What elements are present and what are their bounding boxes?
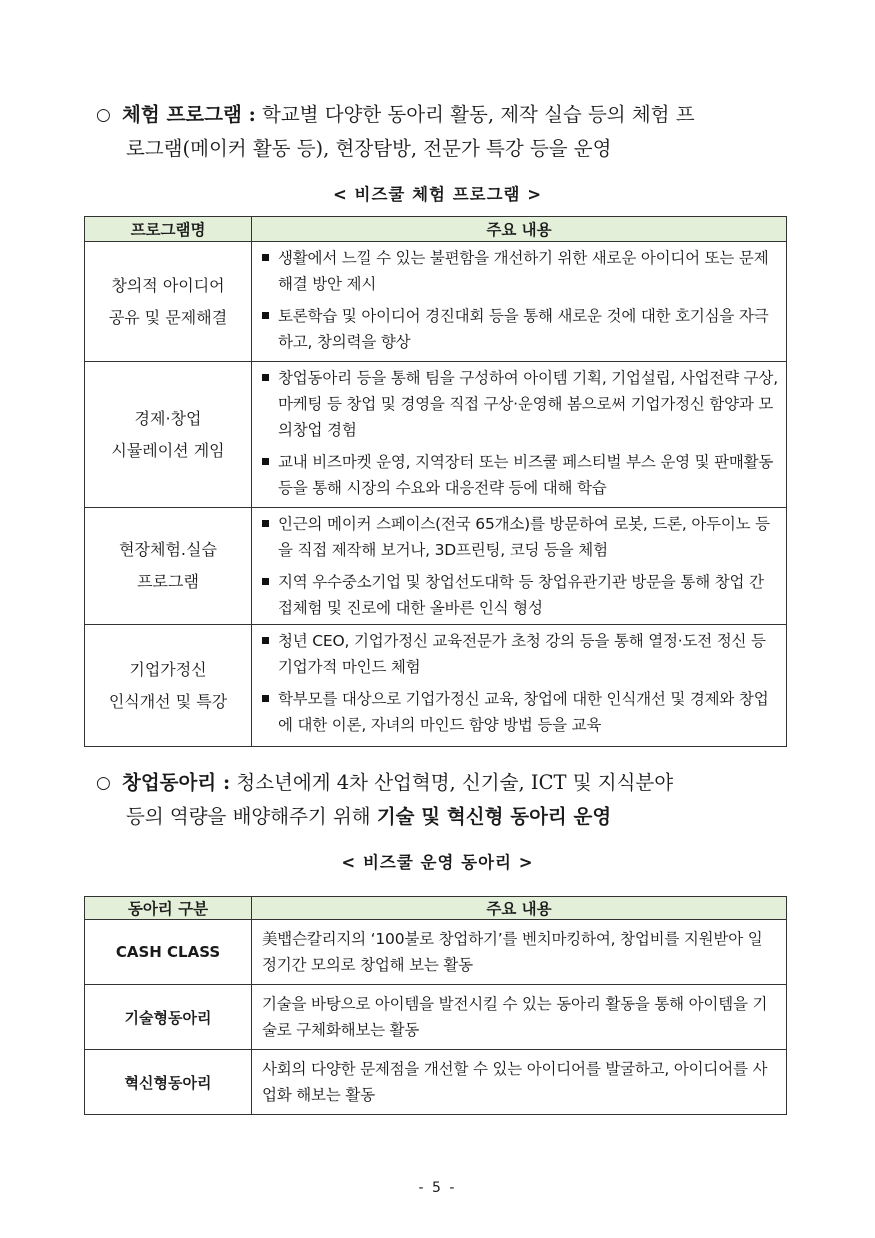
content-item-text: 생활에서 느낄 수 있는 불편함을 개선하기 위한 새로운 아이디어 또는 문제해결 방안 제시 xyxy=(278,249,769,293)
table-row xyxy=(85,508,787,625)
paragraph-line: 등의 역량을 배양해주기 위해 xyxy=(126,805,377,828)
club-content-cell: 美뱁슨칼리지의 ‘100불로 창업하기’를 벤치마킹하여, 창업비를 지원받아 일정기간 모의로 창업해 보는 활동 xyxy=(252,920,787,985)
table-caption: < 비즈쿨 운영 동아리 > xyxy=(341,853,534,872)
startup-club-paragraph xyxy=(96,766,796,834)
square-bullet-icon xyxy=(262,312,269,319)
program-name-line: 현장체험.실습 xyxy=(119,540,217,559)
club-content-cell: 사회의 다양한 문제점을 개선할 수 있는 아이디어를 발굴하고, 아이디어를 사업화 해보는 활동 xyxy=(252,1050,787,1115)
club-type-cell: CASH CLASS xyxy=(85,920,252,985)
square-bullet-icon xyxy=(262,578,269,585)
program-name-cell xyxy=(85,362,252,508)
column-header: 프로그램명 xyxy=(85,217,252,242)
content-item-text: 청년 CEO, 기업가정신 교육전문가 초청 강의 등을 통해 열정·도전 정신 등 기업가적 마인드 체험 xyxy=(278,632,766,676)
table-row xyxy=(85,625,787,747)
table-row xyxy=(85,920,787,985)
content-item xyxy=(262,628,778,680)
program-name-line: 공유 및 문제해결 xyxy=(108,307,228,327)
content-item-text: 창업동아리 등을 통해 팀을 구성하여 아이템 기획, 기업설립, 사업전략 구상, 마케팅 등 창업 및 경영을 직접 구상·운영해 봄으로써 기업가정신 함양과 모의창업 경험 xyxy=(278,369,778,439)
square-bullet-icon xyxy=(262,374,269,381)
column-header: 주요 내용 xyxy=(252,217,787,242)
table-row xyxy=(85,1050,787,1115)
program-name-cell xyxy=(85,242,252,362)
table-caption: < 비즈쿨 체험 프로그램 > xyxy=(332,185,543,204)
content-item-text: 토론학습 및 아이디어 경진대회 등을 통해 새로운 것에 대한 호기심을 자극하고, 창의력을 향상 xyxy=(278,307,769,351)
program-name-line: 경제·창업 xyxy=(134,408,202,428)
content-item xyxy=(262,303,778,355)
table-row xyxy=(85,362,787,508)
program-name-line: 프로그램 xyxy=(137,572,199,591)
content-item xyxy=(262,365,778,443)
program-name-line: 기업가정신 xyxy=(129,659,207,679)
program-name-line: 시뮬레이션 게임 xyxy=(111,440,225,460)
content-item xyxy=(262,686,778,738)
program-name-line: 인식개선 및 특강 xyxy=(108,691,228,711)
table-row xyxy=(85,985,787,1050)
program-content-cell xyxy=(252,625,787,747)
paragraph-line: 청소년에게 4차 산업혁명, 신기술, ICT 및 지식분야 xyxy=(230,771,674,794)
content-item-text: 인근의 메이커 스페이스(전국 65개소)를 방문하여 로봇, 드론, 아두이노 등을 직접 제작해 보거나, 3D프린팅, 코딩 등을 체험 xyxy=(278,515,770,559)
table-row xyxy=(85,242,787,362)
program-name-cell xyxy=(85,508,252,625)
program-name-cell xyxy=(85,625,252,747)
content-item xyxy=(262,511,778,563)
experience-program-paragraph xyxy=(96,98,796,166)
content-item-text: 교내 비즈마켓 운영, 지역장터 또는 비즈쿨 페스티벌 부스 운영 및 판매활동 등을 통해 시장의 수요와 대응전략 등에 대해 학습 xyxy=(278,453,774,497)
club-type-cell: 기술형동아리 xyxy=(85,985,252,1050)
square-bullet-icon xyxy=(262,520,269,527)
content-item xyxy=(262,449,778,501)
page-number: - 5 - xyxy=(418,1180,457,1196)
column-header: 주요 내용 xyxy=(252,897,787,920)
content-item-text: 지역 우수중소기업 및 창업선도대학 등 창업유관기관 방문을 통해 창업 간접체험 및 진로에 대한 올바른 인식 형성 xyxy=(278,573,764,617)
program-content-cell xyxy=(252,362,787,508)
startup-club-title: 창업동아리 : xyxy=(122,771,231,794)
program-content-cell xyxy=(252,508,787,625)
program-name-line: 창의적 아이디어 xyxy=(111,275,225,295)
column-header: 동아리 구분 xyxy=(85,897,252,920)
experience-program-title: 체험 프로그램 : xyxy=(122,103,256,126)
club-table xyxy=(84,896,787,1115)
square-bullet-icon xyxy=(262,695,269,702)
circle-bullet-icon: ○ xyxy=(96,773,111,793)
square-bullet-icon xyxy=(262,637,269,644)
paragraph-emphasis: 기술 및 혁신형 동아리 운영 xyxy=(376,805,612,828)
paragraph-line: 학교별 다양한 동아리 활동, 제작 실습 등의 체험 프 xyxy=(255,103,695,126)
content-item xyxy=(262,245,778,297)
experience-program-table xyxy=(84,216,787,747)
content-item xyxy=(262,569,778,621)
content-item-text: 학부모를 대상으로 기업가정신 교육, 창업에 대한 인식개선 및 경제와 창업에 대한 이론, 자녀의 마인드 함양 방법 등을 교육 xyxy=(278,690,769,734)
program-content-cell xyxy=(252,242,787,362)
club-content-cell: 기술을 바탕으로 아이템을 발전시킬 수 있는 동아리 활동을 통해 아이템을 기술로 구체화해보는 활동 xyxy=(252,985,787,1050)
club-type-cell: 혁신형동아리 xyxy=(85,1050,252,1115)
square-bullet-icon xyxy=(262,254,269,261)
paragraph-line: 로그램(메이커 활동 등), 현장탐방, 전문가 특강 등을 운영 xyxy=(126,137,612,160)
square-bullet-icon xyxy=(262,458,269,465)
circle-bullet-icon: ○ xyxy=(96,105,111,125)
